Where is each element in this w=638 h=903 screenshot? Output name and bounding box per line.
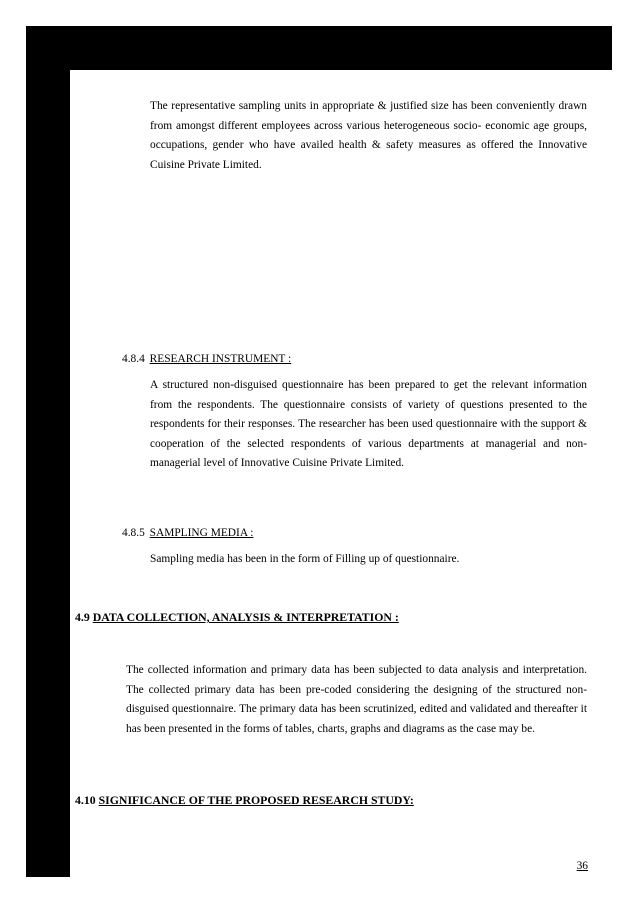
intro-paragraph: The representative sampling units in appropriate & justified size has been conveniently drawn from amongst different employees across various heterogeneous socio- economic age groups, occupations, gender who have availed health & safety measures as offered the Innovative Cuisine Private Limited. [150, 100, 587, 171]
section-title: SAMPLING MEDIA : [149, 527, 254, 539]
section-number: 4.8.5 [122, 527, 145, 539]
page-border [26, 26, 612, 877]
section-number: 4.8.4 [122, 353, 145, 365]
section-title: DATA COLLECTION, ANALYSIS & INTERPRETATION : [92, 610, 399, 624]
section-title: RESEARCH INSTRUMENT : [149, 353, 292, 365]
section-number: 4.10 [75, 793, 96, 807]
section-heading-4-8-4 [122, 352, 291, 367]
sampling-media-paragraph: Sampling media has been in the form of Filling up of questionnaire. [150, 553, 460, 565]
research-instrument-paragraph: A structured non-disguised questionnaire has been prepared to get the relevant information from the respondents. The questionnaire consists of variety of questions presented to the respondents for their responses. The researcher has been used questionnaire with the support & cooperation of the selected respondents of various departments at managerial and non-managerial level of Innovative Cuisine Private Limited. [150, 379, 587, 470]
section-heading-4-10 [75, 793, 414, 808]
document-page [70, 70, 620, 883]
section-heading-4-8-5 [122, 526, 253, 541]
section-number: 4.9 [75, 610, 90, 624]
section-heading-4-9 [75, 610, 399, 625]
data-collection-paragraph: The collected information and primary data has been subjected to data analysis and interpretation. The collected primary data has been pre-coded considering the designing of the structured non-disguised questionnaire. The primary data has been scrutinized, edited and validated and thereafter it has been presented in the forms of tables, charts, graphs and diagrams as the case may be. [126, 664, 587, 735]
page-number: 36 [576, 860, 588, 872]
section-title: SIGNIFICANCE OF THE PROPOSED RESEARCH STUDY: [98, 793, 414, 807]
